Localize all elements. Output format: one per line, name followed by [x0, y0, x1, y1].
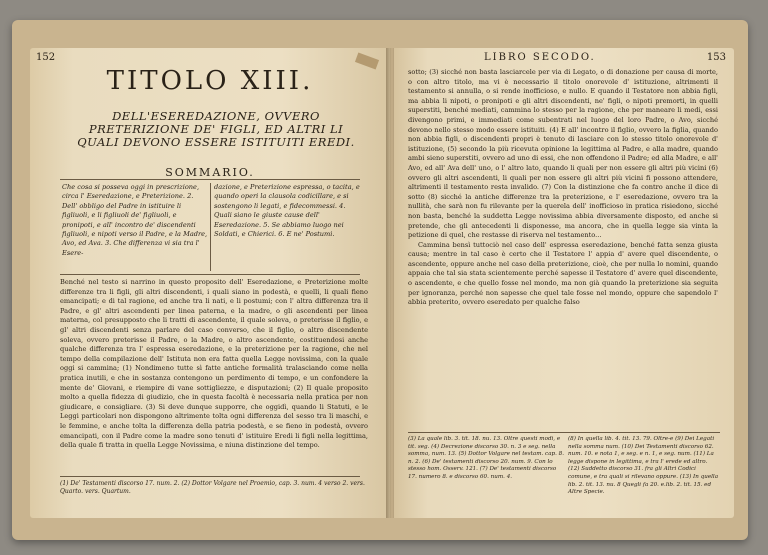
running-head: LIBRO SECODO.	[484, 52, 596, 63]
summary-box	[62, 183, 362, 273]
chapter-title: TITOLO XIII.	[106, 66, 314, 96]
left-body-paragraph: Benché nel testo si narrino in questo proposito dell' Eseredazione, e Preterizione molte differenze tra li figli, gli altri discendenti, i quali siano in podestà, e quelli, li quali fieno emancipati; e di tal ragione, ed anche tra li nati, e li postumi; con l' altra differenza tra il Padre, e gl' altri ascendenti per linea paterna, e la madre, o gli ascendenti per linea materna, col presupposto che li tratti di ascendente, il quale soleva, o preterisse il figlio, e gl' altri discendenti senza parlare del caso converso, che il figlio, o altro discendente soleva, ovvero preterisse il Padre, o la Madre, o altro ascendente, costituendosi anche qualche differenza tra l' espressa eseredazione, e la preterizione per la ragione, che nel tempo della compilazione dell' Istituta non era fatta quella Legge novissima, con la quale oggi si cammina; (1) Nondimeno tutte sì fatte antiche formalità tralasciando come nella pratica inutili, e che in sostanza contengono un perdimento di tempo, e un confondere la mente de' Giovani, e riempire di vane sottigliezze, e disputazioni; (2) Il quale proposito molto a quella fidezza di giudizio, che in questa facoltà è necessaria nella pratica per non giudicare, e consigliare. (3) Si deve dunque supporre, che oggidì, quando li Statuti, e le Leggi particolari non dispongono altrimente tolta ogni differenza del sesso tra li maschi, e le femmine, e anche tolta la differenza della patria podestà, e se fieno in podestà, ovvero emancipati, con il Padre come la madre sono tenuti d' istituire Eredi li figli nella legittima, della quale fi tratta in quella Legge Novissima, e niuna distinzione del tempo.	[60, 278, 368, 450]
left-body-text	[60, 278, 368, 451]
right-page-number: 153	[706, 52, 726, 63]
right-footnote-rule	[408, 432, 720, 433]
summary-column-divider	[210, 183, 211, 271]
left-footnotes: (1) De' Testamenti discorso 17. num. 2. (2) Dottor Volgare nel Proemio, cap. 3. num. 4 verso 2. vers. Quarto. vers. Quartum.	[60, 480, 365, 495]
summary-column-2: dazione, e Preterizione espressa, o tacita, e quando operi la clausola codicillare, e si sostengono li legati, e fidecommessi. 4. Quali siano le giuste cause dell' Eseredazione. 5. Se abbiamo luogo nei Soldati, e Chierici. 6. E ne' Postumi.	[214, 183, 360, 239]
summary-heading: SOMMARIO.	[165, 166, 255, 179]
chapter-subtitle: DELL'ESEREDAZIONE, OVVERO PRETERIZIONE DE' FIGLI, ED ALTRI LI QUALI DEVONO ESSERE ISTITUITI EREDI.	[77, 109, 355, 149]
left-footnote-rule	[60, 476, 360, 477]
summary-top-rule	[60, 179, 360, 180]
summary-bottom-rule	[60, 274, 360, 275]
right-footnotes-column-1: (3) La quale lib. 3. tit. 18. nu. 13. Oltre questi modi, e tit. seg. (4) Decrezione discorso 30. n. 3 e seg. nella somma, num. 13. (5) Dottor Volgare nel testam. cap. 8. n. 2. (6) De' testamenti discorso 20. num. 9. Con lo stesso hom. Osserv. 121. (7) De' testamenti discorso 17. numero 8. e discorso 60. num. 4.	[408, 436, 565, 480]
right-body-paragraph-2: Cammina bensì tuttociò nel caso dell' espressa eseredazione, benché fatta senza giusta causa; mentre in tal caso è certo che il Testatore l' appia d' avere quel discendente, o ascendente, oppure anche nel caso della preterizione, cioè, che per nulla lo nomini, quando appaia che tal sia stata scientemente perché sapesse il Testatore d' avere quel discendente, o ascendente, e che quello fosse nel mondo, ma non già quando la preterizione sia seguita per ignoranza, perché non sapesse che quel tale fosse nel mondo, oppure che sapendolo l' abbia preterito, ovvero eseredato per qualche falso	[408, 240, 718, 307]
left-page	[30, 48, 390, 518]
right-page	[394, 48, 734, 518]
right-footnotes-column-2: (8) In quella lib. 4. tit. 13. 79. Oltre-e (9) Dei Legati nella somma num. (10) Dei Testamenti discorso 62. num. 10. e nota 1, e seg. e n. 1, e seg. num. (11) La legge dispone in legittima, e tra l' erede ed altro. (12) Suddetto discorso 31. fra gli Altri Codici comune, e tra quali si rilevano oppure. (13) In quella lib. 2. tit. 13. nu. 8 Quegli fa 20. e.lib. 2. tit. 15. ed Altre Specie.	[568, 436, 719, 496]
book	[12, 20, 748, 540]
summary-column-1: Che cosa si posseva oggi in prescrizione, circa l' Eseredazione, e Preterizione. 2. Dell' obbligo del Padre in istituire li figliuoli, e li figliuoli de' figliuoli, e pronipoti, e all' incontro de' discendenti figliuoli, e nipoti verso il Padre, e la Madre, Avo, ed Ava. 3. Che differenza vi sia tra l' Esere-	[62, 183, 208, 257]
right-body-paragraph-1: sotto; (3) sicché non basta lasciarcele per via di Legato, o di donazione per causa di morte, o con altro titolo, ma vi è necessario il titolo onorevole d' istituzione, altrimenti il testamento si annulla, o si rende inofficioso, e nullo. E quando il Testatore non abbia figli, ma abbia li nipoti, o pronipoti e gli altri discendenti, ne' figli, o nipoti premorti, in quelli superstiti, benché mediati, cammina lo stesso per la ragione, che per maneare li medi, essi divengono primi, e immediati come subentrati nel luogo del loro Padre, o Avo, sicché devono nello stesso modo essere istituiti. (4) E all' incontro il figlio, ovvero la figlia, quando non abbia figli, o discendenti propri è tenuto di lasciare con lo stesso titolo onorevole d' istituzione, (5) secondo la più ricevuta opinione la legittima al Padre, e alla madre, quando ambi sieno superstiti, ovvero ad uno di essi, che non offendono il Padre; ed alla Madre, e all' Avo, ed all' Ava dell' uno, o l' altro lato, quando li quali per non essere gli altri più vicini (6) ovvero gli altri ascendenti, li quali per non essere gli altri più vicini fi possono attendere, altrimenti il testamento resta invalido. (7) Con la distinzione che fa contro anche il dice di sotto (8) sicché la antiche differenze tra la preterizione, e l' eseredazione, ovvero tra la nullità, che sarà non fu rilevante per la querela dell' inofficioso in pratica risiedono, sicché non basta, benché la suddetta Legge novissima abbia diversamente disposto, ed anche si pretende, che gli antecedenti li disponesse, ma ancora, che in quella legge sia vinta la petizione di quel, che restasse di riserva nel testamento...	[408, 68, 718, 240]
left-page-number: 152	[36, 52, 56, 63]
right-body-text	[408, 68, 718, 308]
